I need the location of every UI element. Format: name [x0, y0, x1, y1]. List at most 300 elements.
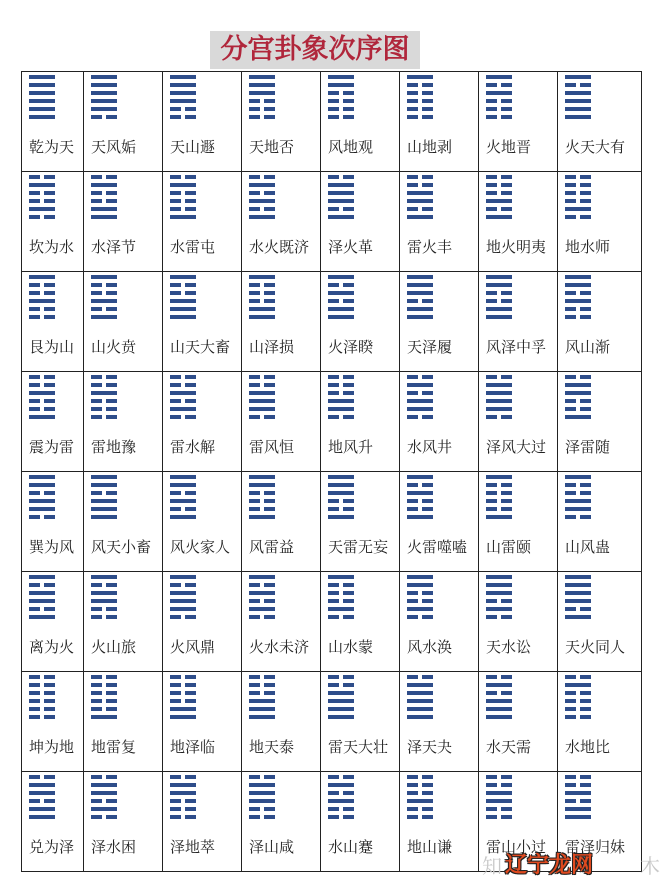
- yang-line-icon: [486, 399, 512, 403]
- hexagram-name: 山水蒙: [328, 638, 374, 656]
- yin-line-icon: [91, 615, 117, 619]
- hexagram-name: 泽火革: [328, 238, 374, 256]
- hexagram-icon: [91, 275, 117, 323]
- yin-line-icon: [249, 191, 275, 195]
- yang-line-icon: [328, 215, 354, 219]
- yin-line-icon: [565, 215, 591, 219]
- yang-line-icon: [565, 791, 591, 795]
- yang-line-icon: [407, 283, 433, 287]
- hexagram-name: 山天大畜: [170, 338, 231, 356]
- hexagram-cell: [163, 472, 242, 572]
- yang-line-icon: [565, 815, 591, 819]
- yin-line-icon: [249, 107, 275, 111]
- yin-line-icon: [29, 307, 55, 311]
- yin-line-icon: [91, 407, 117, 411]
- yin-line-icon: [407, 107, 433, 111]
- hexagram-cell: [22, 72, 84, 172]
- hexagram-cell: [479, 672, 558, 772]
- yin-line-icon: [29, 675, 55, 679]
- yang-line-icon: [486, 283, 512, 287]
- yang-line-icon: [328, 699, 354, 703]
- hexagram-name: 地雷复: [91, 738, 137, 756]
- yang-line-icon: [565, 107, 591, 111]
- yin-line-icon: [407, 791, 433, 795]
- yang-line-icon: [407, 515, 433, 519]
- hexagram-icon: [328, 475, 354, 523]
- yang-line-icon: [407, 583, 433, 587]
- yang-line-icon: [486, 515, 512, 519]
- yin-line-icon: [91, 291, 117, 295]
- yin-line-icon: [407, 299, 433, 303]
- hexagram-name: 地天泰: [249, 738, 295, 756]
- yang-line-icon: [170, 607, 196, 611]
- yang-line-icon: [328, 199, 354, 203]
- yin-line-icon: [407, 483, 433, 487]
- hexagram-name: 艮为山: [29, 338, 75, 356]
- yin-line-icon: [407, 391, 433, 395]
- yin-line-icon: [328, 91, 354, 95]
- yang-line-icon: [565, 507, 591, 511]
- hexagram-name: 水风井: [407, 438, 453, 456]
- hexagram-name: 泽山咸: [249, 838, 295, 856]
- yin-line-icon: [29, 607, 55, 611]
- yang-line-icon: [29, 807, 55, 811]
- hexagram-cell: [558, 272, 642, 372]
- hexagram-name: 泽风大过: [486, 438, 547, 456]
- hexagram-cell: [242, 372, 321, 472]
- yang-line-icon: [91, 207, 117, 211]
- yang-line-icon: [328, 307, 354, 311]
- yang-line-icon: [249, 75, 275, 79]
- yang-line-icon: [29, 75, 55, 79]
- yang-line-icon: [328, 275, 354, 279]
- hexagram-icon: [91, 775, 117, 823]
- yang-line-icon: [565, 91, 591, 95]
- hexagram-icon: [29, 275, 55, 323]
- yin-line-icon: [328, 599, 354, 603]
- hexagram-name: 泽雷随: [565, 438, 611, 456]
- yang-line-icon: [407, 475, 433, 479]
- yang-line-icon: [91, 791, 117, 795]
- hexagram-name: 山地剥: [407, 138, 453, 156]
- yin-line-icon: [29, 583, 55, 587]
- yang-line-icon: [486, 591, 512, 595]
- yang-line-icon: [91, 591, 117, 595]
- yin-line-icon: [29, 715, 55, 719]
- yang-line-icon: [29, 791, 55, 795]
- hexagram-icon: [486, 75, 512, 123]
- yang-line-icon: [407, 315, 433, 319]
- yin-line-icon: [328, 207, 354, 211]
- hexagram-cell: [321, 472, 400, 572]
- yin-line-icon: [486, 175, 512, 179]
- yang-line-icon: [249, 275, 275, 279]
- yin-line-icon: [170, 199, 196, 203]
- hexagram-icon: [170, 775, 196, 823]
- hexagram-cell: [321, 72, 400, 172]
- yang-line-icon: [328, 75, 354, 79]
- yang-line-icon: [486, 699, 512, 703]
- hexagram-cell: [242, 72, 321, 172]
- hexagram-icon: [29, 775, 55, 823]
- yang-line-icon: [486, 407, 512, 411]
- yin-line-icon: [91, 707, 117, 711]
- yang-line-icon: [486, 475, 512, 479]
- yin-line-icon: [328, 383, 354, 387]
- hexagram-cell: [242, 672, 321, 772]
- yang-line-icon: [486, 391, 512, 395]
- yin-line-icon: [249, 283, 275, 287]
- yang-line-icon: [170, 407, 196, 411]
- hexagram-name: 雷水解: [170, 438, 216, 456]
- hexagram-name: 风水涣: [407, 638, 453, 656]
- yin-line-icon: [328, 791, 354, 795]
- yin-line-icon: [486, 499, 512, 503]
- yin-line-icon: [486, 507, 512, 511]
- yin-line-icon: [407, 207, 433, 211]
- yang-line-icon: [29, 99, 55, 103]
- yin-line-icon: [565, 699, 591, 703]
- yang-line-icon: [407, 199, 433, 203]
- yang-line-icon: [249, 215, 275, 219]
- yang-line-icon: [91, 575, 117, 579]
- hexagram-name: 天水讼: [486, 638, 532, 656]
- hexagram-cell: [400, 72, 479, 172]
- yin-line-icon: [249, 415, 275, 419]
- yin-line-icon: [407, 415, 433, 419]
- yang-line-icon: [486, 383, 512, 387]
- yin-line-icon: [249, 815, 275, 819]
- yang-line-icon: [486, 707, 512, 711]
- yin-line-icon: [328, 175, 354, 179]
- yin-line-icon: [249, 207, 275, 211]
- hexagram-name: 水天需: [486, 738, 532, 756]
- hexagram-cell: [242, 272, 321, 372]
- hexagram-table: [21, 71, 642, 872]
- yang-line-icon: [91, 599, 117, 603]
- hexagram-cell: [558, 572, 642, 672]
- yang-line-icon: [486, 607, 512, 611]
- yin-line-icon: [407, 815, 433, 819]
- yin-line-icon: [170, 383, 196, 387]
- yin-line-icon: [29, 683, 55, 687]
- yang-line-icon: [328, 707, 354, 711]
- yang-line-icon: [407, 607, 433, 611]
- yin-line-icon: [29, 691, 55, 695]
- yin-line-icon: [170, 815, 196, 819]
- yin-line-icon: [170, 675, 196, 679]
- yang-line-icon: [170, 591, 196, 595]
- yang-line-icon: [328, 83, 354, 87]
- hexagram-name: 风地观: [328, 138, 374, 156]
- hexagram-cell: [84, 272, 163, 372]
- yin-line-icon: [328, 375, 354, 379]
- yin-line-icon: [565, 407, 591, 411]
- yin-line-icon: [170, 107, 196, 111]
- hexagram-icon: [91, 575, 117, 623]
- yang-line-icon: [249, 699, 275, 703]
- yin-line-icon: [407, 99, 433, 103]
- yin-line-icon: [170, 491, 196, 495]
- yang-line-icon: [170, 299, 196, 303]
- yin-line-icon: [91, 815, 117, 819]
- hexagram-name: 山火贲: [91, 338, 137, 356]
- yang-line-icon: [565, 499, 591, 503]
- yang-line-icon: [91, 315, 117, 319]
- yang-line-icon: [565, 207, 591, 211]
- hexagram-icon: [29, 175, 55, 223]
- yang-line-icon: [170, 515, 196, 519]
- hexagram-cell: [400, 572, 479, 672]
- hexagram-icon: [29, 675, 55, 723]
- yang-line-icon: [91, 83, 117, 87]
- yin-line-icon: [91, 175, 117, 179]
- yang-line-icon: [328, 475, 354, 479]
- hexagram-name: 风山渐: [565, 338, 611, 356]
- yin-line-icon: [170, 683, 196, 687]
- yang-line-icon: [328, 399, 354, 403]
- yin-line-icon: [486, 675, 512, 679]
- yin-line-icon: [328, 683, 354, 687]
- yin-line-icon: [91, 675, 117, 679]
- hexagram-name: 雷地豫: [91, 438, 137, 456]
- hexagram-name: 雷泽归妹: [565, 838, 626, 856]
- hexagram-name: 雷风恒: [249, 438, 295, 456]
- yin-line-icon: [407, 499, 433, 503]
- hexagram-name: 雷天大壮: [328, 738, 389, 756]
- hexagram-name: 震为雷: [29, 438, 75, 456]
- hexagram-name: 水火既济: [249, 238, 310, 256]
- hexagram-cell: [479, 372, 558, 472]
- yin-line-icon: [565, 191, 591, 195]
- yin-line-icon: [170, 415, 196, 419]
- hexagram-name: 火天大有: [565, 138, 626, 156]
- yang-line-icon: [91, 807, 117, 811]
- yang-line-icon: [407, 707, 433, 711]
- yin-line-icon: [29, 775, 55, 779]
- yin-line-icon: [249, 675, 275, 679]
- yin-line-icon: [407, 615, 433, 619]
- yin-line-icon: [249, 175, 275, 179]
- yin-line-icon: [29, 375, 55, 379]
- yang-line-icon: [565, 475, 591, 479]
- yang-line-icon: [407, 799, 433, 803]
- hexagram-icon: [170, 475, 196, 523]
- yin-line-icon: [249, 807, 275, 811]
- yin-line-icon: [249, 383, 275, 387]
- yin-line-icon: [407, 507, 433, 511]
- yin-line-icon: [565, 707, 591, 711]
- hexagram-cell: [84, 172, 163, 272]
- yang-line-icon: [486, 307, 512, 311]
- yang-line-icon: [249, 791, 275, 795]
- yin-line-icon: [407, 807, 433, 811]
- hexagram-name: 火地晋: [486, 138, 532, 156]
- hexagram-icon: [486, 775, 512, 823]
- yang-line-icon: [565, 75, 591, 79]
- hexagram-icon: [407, 375, 433, 423]
- hexagram-name: 天泽履: [407, 338, 453, 356]
- yin-line-icon: [91, 491, 117, 495]
- yang-line-icon: [91, 91, 117, 95]
- yin-line-icon: [91, 375, 117, 379]
- yin-line-icon: [91, 115, 117, 119]
- yang-line-icon: [328, 575, 354, 579]
- hexagram-icon: [486, 475, 512, 523]
- hexagram-cell: [400, 672, 479, 772]
- yin-line-icon: [249, 375, 275, 379]
- hexagram-cell: [84, 72, 163, 172]
- yin-line-icon: [29, 407, 55, 411]
- yin-line-icon: [565, 375, 591, 379]
- hexagram-name: 火雷噬嗑: [407, 538, 468, 556]
- yin-line-icon: [565, 515, 591, 519]
- yin-line-icon: [29, 383, 55, 387]
- hexagram-cell: [242, 772, 321, 872]
- yang-line-icon: [328, 607, 354, 611]
- yang-line-icon: [91, 475, 117, 479]
- yang-line-icon: [328, 783, 354, 787]
- yang-line-icon: [565, 615, 591, 619]
- hexagram-name: 水地比: [565, 738, 611, 756]
- yin-line-icon: [328, 507, 354, 511]
- hexagram-cell: [84, 372, 163, 472]
- hexagram-cell: [400, 272, 479, 372]
- yang-line-icon: [29, 91, 55, 95]
- yin-line-icon: [91, 683, 117, 687]
- hexagram-cell: [163, 72, 242, 172]
- hexagram-cell: [479, 472, 558, 572]
- hexagram-icon: [91, 375, 117, 423]
- hexagram-name: 天雷无妄: [328, 538, 389, 556]
- hexagram-icon: [249, 475, 275, 523]
- yang-line-icon: [91, 783, 117, 787]
- yin-line-icon: [249, 615, 275, 619]
- yin-line-icon: [328, 415, 354, 419]
- yin-line-icon: [170, 115, 196, 119]
- yin-line-icon: [328, 615, 354, 619]
- yang-line-icon: [407, 715, 433, 719]
- yang-line-icon: [486, 91, 512, 95]
- page-title: 分宫卦象次序图: [210, 31, 420, 69]
- yang-line-icon: [565, 275, 591, 279]
- hexagram-icon: [328, 275, 354, 323]
- yang-line-icon: [249, 483, 275, 487]
- yang-line-icon: [486, 275, 512, 279]
- yin-line-icon: [29, 283, 55, 287]
- yang-line-icon: [29, 299, 55, 303]
- yang-line-icon: [249, 315, 275, 319]
- hexagram-cell: [84, 572, 163, 672]
- hexagram-cell: [242, 172, 321, 272]
- yin-line-icon: [249, 491, 275, 495]
- yin-line-icon: [170, 615, 196, 619]
- hexagram-cell: [242, 472, 321, 572]
- yin-line-icon: [486, 207, 512, 211]
- yang-line-icon: [170, 75, 196, 79]
- yang-line-icon: [486, 215, 512, 219]
- yin-line-icon: [328, 283, 354, 287]
- hexagram-cell: [558, 72, 642, 172]
- hexagram-cell: [163, 672, 242, 772]
- hexagram-cell: [22, 172, 84, 272]
- yang-line-icon: [407, 307, 433, 311]
- hexagram-cell: [479, 272, 558, 372]
- yang-line-icon: [91, 75, 117, 79]
- yin-line-icon: [91, 699, 117, 703]
- hexagram-name: 风天小畜: [91, 538, 152, 556]
- yin-line-icon: [565, 775, 591, 779]
- yang-line-icon: [170, 183, 196, 187]
- yin-line-icon: [565, 483, 591, 487]
- hexagram-icon: [328, 575, 354, 623]
- hexagram-icon: [407, 175, 433, 223]
- watermark-faint-right: 木: [640, 854, 660, 878]
- yin-line-icon: [91, 383, 117, 387]
- hexagram-icon: [328, 175, 354, 223]
- yang-line-icon: [29, 107, 55, 111]
- hexagram-icon: [407, 775, 433, 823]
- hexagram-cell: [163, 272, 242, 372]
- yin-line-icon: [170, 175, 196, 179]
- hexagram-cell: [22, 472, 84, 572]
- yin-line-icon: [407, 183, 433, 187]
- hexagram-name: 火水未济: [249, 638, 310, 656]
- yin-line-icon: [565, 199, 591, 203]
- yang-line-icon: [407, 399, 433, 403]
- yang-line-icon: [328, 715, 354, 719]
- yin-line-icon: [170, 699, 196, 703]
- yang-line-icon: [29, 591, 55, 595]
- hexagram-icon: [249, 575, 275, 623]
- yang-line-icon: [565, 391, 591, 395]
- hexagram-cell: [22, 272, 84, 372]
- yin-line-icon: [29, 699, 55, 703]
- yin-line-icon: [170, 283, 196, 287]
- yang-line-icon: [29, 415, 55, 419]
- hexagram-cell: [321, 772, 400, 872]
- yang-line-icon: [249, 391, 275, 395]
- watermark-faint-left: 知: [482, 854, 502, 878]
- hexagram-icon: [249, 375, 275, 423]
- yang-line-icon: [486, 315, 512, 319]
- yin-line-icon: [249, 291, 275, 295]
- yin-line-icon: [565, 315, 591, 319]
- yang-line-icon: [170, 99, 196, 103]
- yang-line-icon: [407, 275, 433, 279]
- yang-line-icon: [91, 507, 117, 511]
- yang-line-icon: [249, 199, 275, 203]
- hexagram-name: 水山蹇: [328, 838, 374, 856]
- yang-line-icon: [328, 799, 354, 803]
- yang-line-icon: [29, 391, 55, 395]
- yang-line-icon: [565, 415, 591, 419]
- yin-line-icon: [328, 99, 354, 103]
- yang-line-icon: [565, 115, 591, 119]
- hexagram-name: 离为火: [29, 638, 75, 656]
- hexagram-name: 地水师: [565, 238, 611, 256]
- yin-line-icon: [249, 583, 275, 587]
- hexagram-cell: [84, 472, 163, 572]
- yang-line-icon: [29, 499, 55, 503]
- yang-line-icon: [407, 191, 433, 195]
- hexagram-name: 泽天夬: [407, 738, 453, 756]
- yin-line-icon: [407, 175, 433, 179]
- hexagram-name: 山泽损: [249, 338, 295, 356]
- hexagram-icon: [407, 675, 433, 723]
- yang-line-icon: [91, 99, 117, 103]
- hexagram-cell: [321, 672, 400, 772]
